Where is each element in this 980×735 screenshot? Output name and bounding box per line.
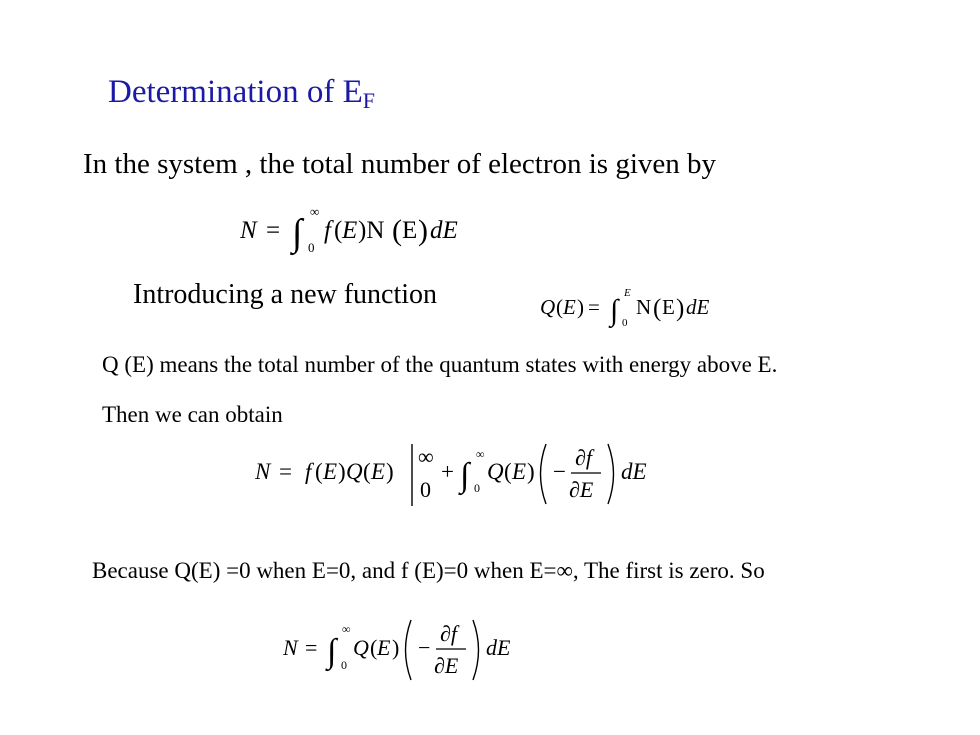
svg-text:0: 0 bbox=[474, 481, 480, 495]
svg-text:(: ( bbox=[653, 295, 662, 322]
new-function-label: Introducing a new function bbox=[133, 279, 438, 310]
svg-text:(: ( bbox=[504, 459, 512, 484]
svg-text:∂f: ∂f bbox=[440, 621, 457, 646]
title-subscript: F bbox=[362, 88, 376, 113]
svg-text:): ) bbox=[392, 635, 400, 660]
svg-text:∞: ∞ bbox=[418, 444, 434, 469]
svg-text:): ) bbox=[338, 459, 346, 484]
svg-text:∂f: ∂f bbox=[575, 445, 592, 470]
svg-text:): ) bbox=[386, 459, 394, 484]
svg-text:E: E bbox=[624, 287, 631, 299]
svg-text:∫: ∫ bbox=[292, 212, 303, 254]
svg-text:0: 0 bbox=[420, 477, 431, 502]
equation-q-definition bbox=[540, 284, 760, 334]
svg-text:dE: dE bbox=[621, 459, 647, 484]
svg-text:N: N bbox=[636, 295, 652, 319]
svg-text:E: E bbox=[402, 217, 418, 244]
svg-text:Q: Q bbox=[487, 459, 504, 484]
svg-text:E: E bbox=[512, 459, 527, 484]
svg-text:(: ( bbox=[370, 635, 378, 660]
svg-text:+: + bbox=[441, 459, 454, 484]
svg-text:): ) bbox=[418, 214, 428, 247]
svg-text:0: 0 bbox=[341, 658, 347, 672]
slide-title bbox=[108, 74, 375, 114]
svg-text:dE: dE bbox=[486, 635, 511, 660]
svg-text:∫: ∫ bbox=[610, 294, 619, 327]
svg-text:E: E bbox=[563, 295, 576, 319]
svg-text:E: E bbox=[342, 217, 358, 244]
svg-text:N: N bbox=[283, 635, 298, 660]
equation-total-electrons bbox=[240, 200, 520, 260]
svg-text:(: ( bbox=[556, 295, 563, 319]
equation-final-n bbox=[283, 612, 543, 688]
svg-text:dE: dE bbox=[430, 217, 458, 244]
svg-text:∂E: ∂E bbox=[434, 653, 459, 678]
svg-text:E: E bbox=[662, 295, 675, 319]
because-sentence: Because Q(E) =0 when E=0, and f (E)=0 when E=∞, The first is zero. So bbox=[92, 558, 765, 583]
svg-text:): ) bbox=[527, 459, 535, 484]
svg-text:∞: ∞ bbox=[476, 447, 485, 461]
svg-text:∫: ∫ bbox=[327, 633, 337, 670]
svg-text:f: f bbox=[324, 217, 331, 244]
svg-text:=: = bbox=[305, 635, 318, 660]
svg-text:dE: dE bbox=[686, 295, 710, 319]
svg-text:∂E: ∂E bbox=[569, 477, 594, 502]
obtain-sentence: Then we can obtain bbox=[102, 402, 283, 427]
title-text: Determination of E bbox=[108, 74, 363, 110]
svg-text:): ) bbox=[676, 295, 685, 322]
svg-text:(: ( bbox=[363, 459, 371, 484]
intro-sentence: In the system , the total number of electron is given by bbox=[83, 148, 717, 180]
svg-text:=: = bbox=[588, 295, 600, 319]
svg-text:)N: )N bbox=[358, 217, 385, 244]
svg-text:N: N bbox=[240, 217, 257, 244]
svg-text:=: = bbox=[279, 459, 292, 484]
svg-text:−: − bbox=[553, 459, 566, 484]
svg-text:∫: ∫ bbox=[460, 457, 470, 494]
svg-text:Q: Q bbox=[346, 459, 363, 484]
svg-text:0: 0 bbox=[622, 317, 628, 329]
svg-text:0: 0 bbox=[308, 240, 315, 255]
svg-text:Q: Q bbox=[353, 635, 369, 660]
svg-text:E: E bbox=[377, 635, 391, 660]
svg-text:(: ( bbox=[334, 217, 343, 244]
svg-text:−: − bbox=[418, 635, 431, 660]
svg-text:): ) bbox=[577, 295, 584, 319]
q-meaning-sentence: Q (E) means the total number of the quantum states with energy above E. bbox=[102, 352, 778, 377]
svg-text:E: E bbox=[323, 459, 338, 484]
svg-text:E: E bbox=[371, 459, 386, 484]
svg-text:Q: Q bbox=[540, 295, 556, 319]
svg-text:∞: ∞ bbox=[310, 204, 320, 219]
svg-text:∞: ∞ bbox=[342, 622, 351, 636]
svg-text:N: N bbox=[255, 459, 271, 484]
svg-text:(: ( bbox=[392, 214, 402, 247]
svg-text:=: = bbox=[266, 217, 281, 244]
svg-text:f: f bbox=[305, 459, 312, 484]
svg-text:(: ( bbox=[315, 459, 323, 484]
equation-integration-by-parts bbox=[255, 436, 675, 516]
